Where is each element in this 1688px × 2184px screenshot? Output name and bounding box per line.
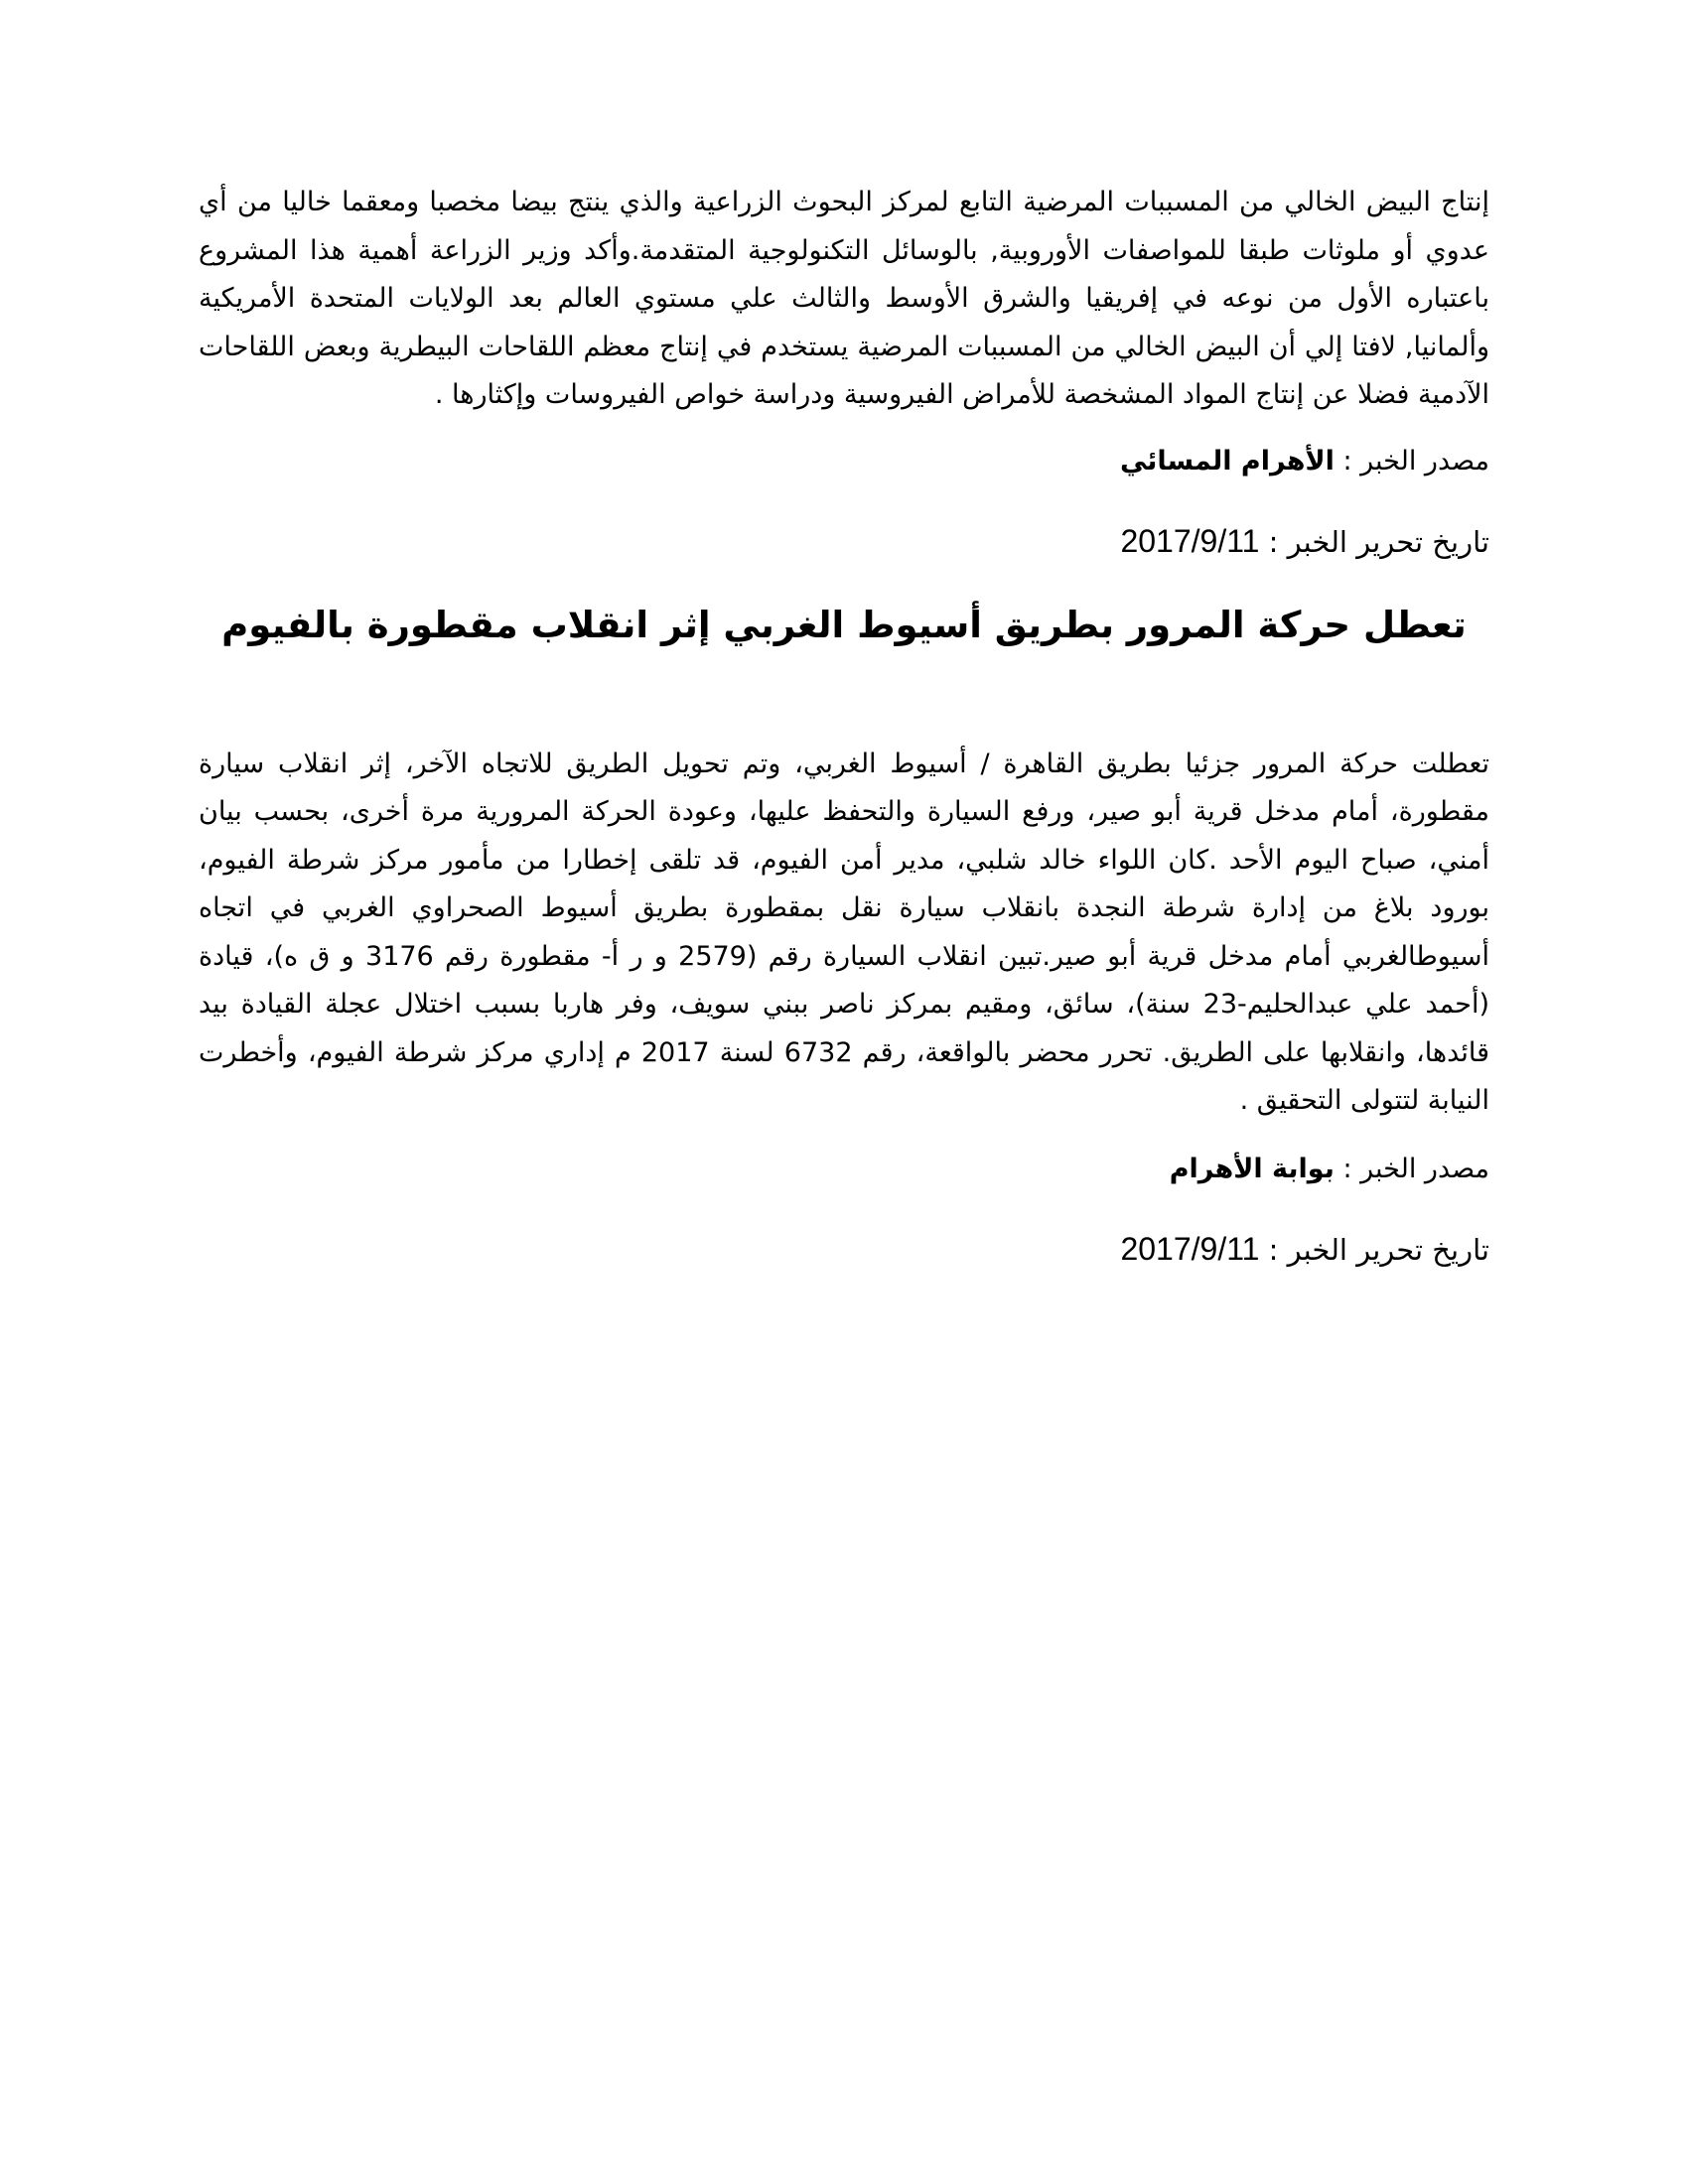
source-label: مصدر الخبر : (1334, 445, 1489, 477)
source-label: مصدر الخبر : (1334, 1153, 1489, 1184)
document-page (199, 179, 1489, 1270)
date-value: 2017/9/11 (1120, 522, 1260, 559)
date-label: تاريخ تحرير الخبر : (1259, 1232, 1489, 1267)
article2-source (199, 1150, 1489, 1189)
date-value: 2017/9/11 (1120, 1230, 1260, 1267)
article1-date (199, 521, 1489, 562)
article2-headline: تعطل حركة المرور بطريق أسيوط الغربي إثر انقلاب مقطورة بالفيوم (221, 603, 1467, 646)
source-value: بوابة الأهرام (1169, 1153, 1335, 1184)
article2-date (199, 1229, 1489, 1270)
source-value: الأهرام المسائي (1119, 445, 1335, 477)
article1-source (199, 442, 1489, 481)
date-label: تاريخ تحرير الخبر : (1259, 524, 1489, 559)
article1-body: إنتاج البيض الخالي من المسببات المرضية التابع لمركز البحوث الزراعية والذي ينتج بيضا مخصبا ومعقما خاليا من أي عدوي أو ملوثات طبقا للمواصفات الأوروبية, بالوسائل التكنولوجية المتقدمة.وأكد وزير الزراعة أهمية هذا المشروع باعتباره الأول من نوعه في إفريقيا والشرق الأوسط والثالث علي مستوي العالم بعد الولايات المتحدة الأمريكية وألمانيا, لافتا إلي أن البيض الخالي من المسببات المرضية يستخدم في إنتاج معظم اللقاحات البيطرية وبعض اللقاحات الآدمية فضلا عن إنتاج المواد المشخصة للأمراض الفيروسية ودراسة خواص الفيروسات وإكثارها . (199, 187, 1489, 410)
article2-body: تعطلت حركة المرور جزئيا بطريق القاهرة / أسيوط الغربي، وتم تحويل الطريق للاتجاه الآخر، إثر انقلاب سيارة مقطورة، أمام مدخل قرية أبو صير، ورفع السيارة والتحفظ عليها، وعودة الحركة المرورية مرة أخرى، بحسب بيان أمني، صباح اليوم الأحد .كان اللواء خالد شلبي، مدير أمن الفيوم، قد تلقى إخطارا من مأمور مركز شرطة الفيوم، بورود بلاغ من إدارة شرطة النجدة بانقلاب سيارة نقل بمقطورة بطريق أسيوط الصحراوي الغربي في اتجاه أسيوطالغربي أمام مدخل قرية أبو صير.تبين انقلاب السيارة رقم (2579 و ر أ- مقطورة رقم 3176 و ق ه)، قيادة (أحمد علي عبدالحليم-23 سنة)، سائق، ومقيم بمركز ناصر ببني سويف، وفر هاربا بسبب اختلال عجلة القيادة بيد قائدها، وانقلابها على الطريق. تحرر محضر بالواقعة، رقم 6732 لسنة 2017 م إداري مركز شرطة الفيوم، وأخطرت النيابة لتتولى التحقيق . (199, 748, 1489, 1116)
